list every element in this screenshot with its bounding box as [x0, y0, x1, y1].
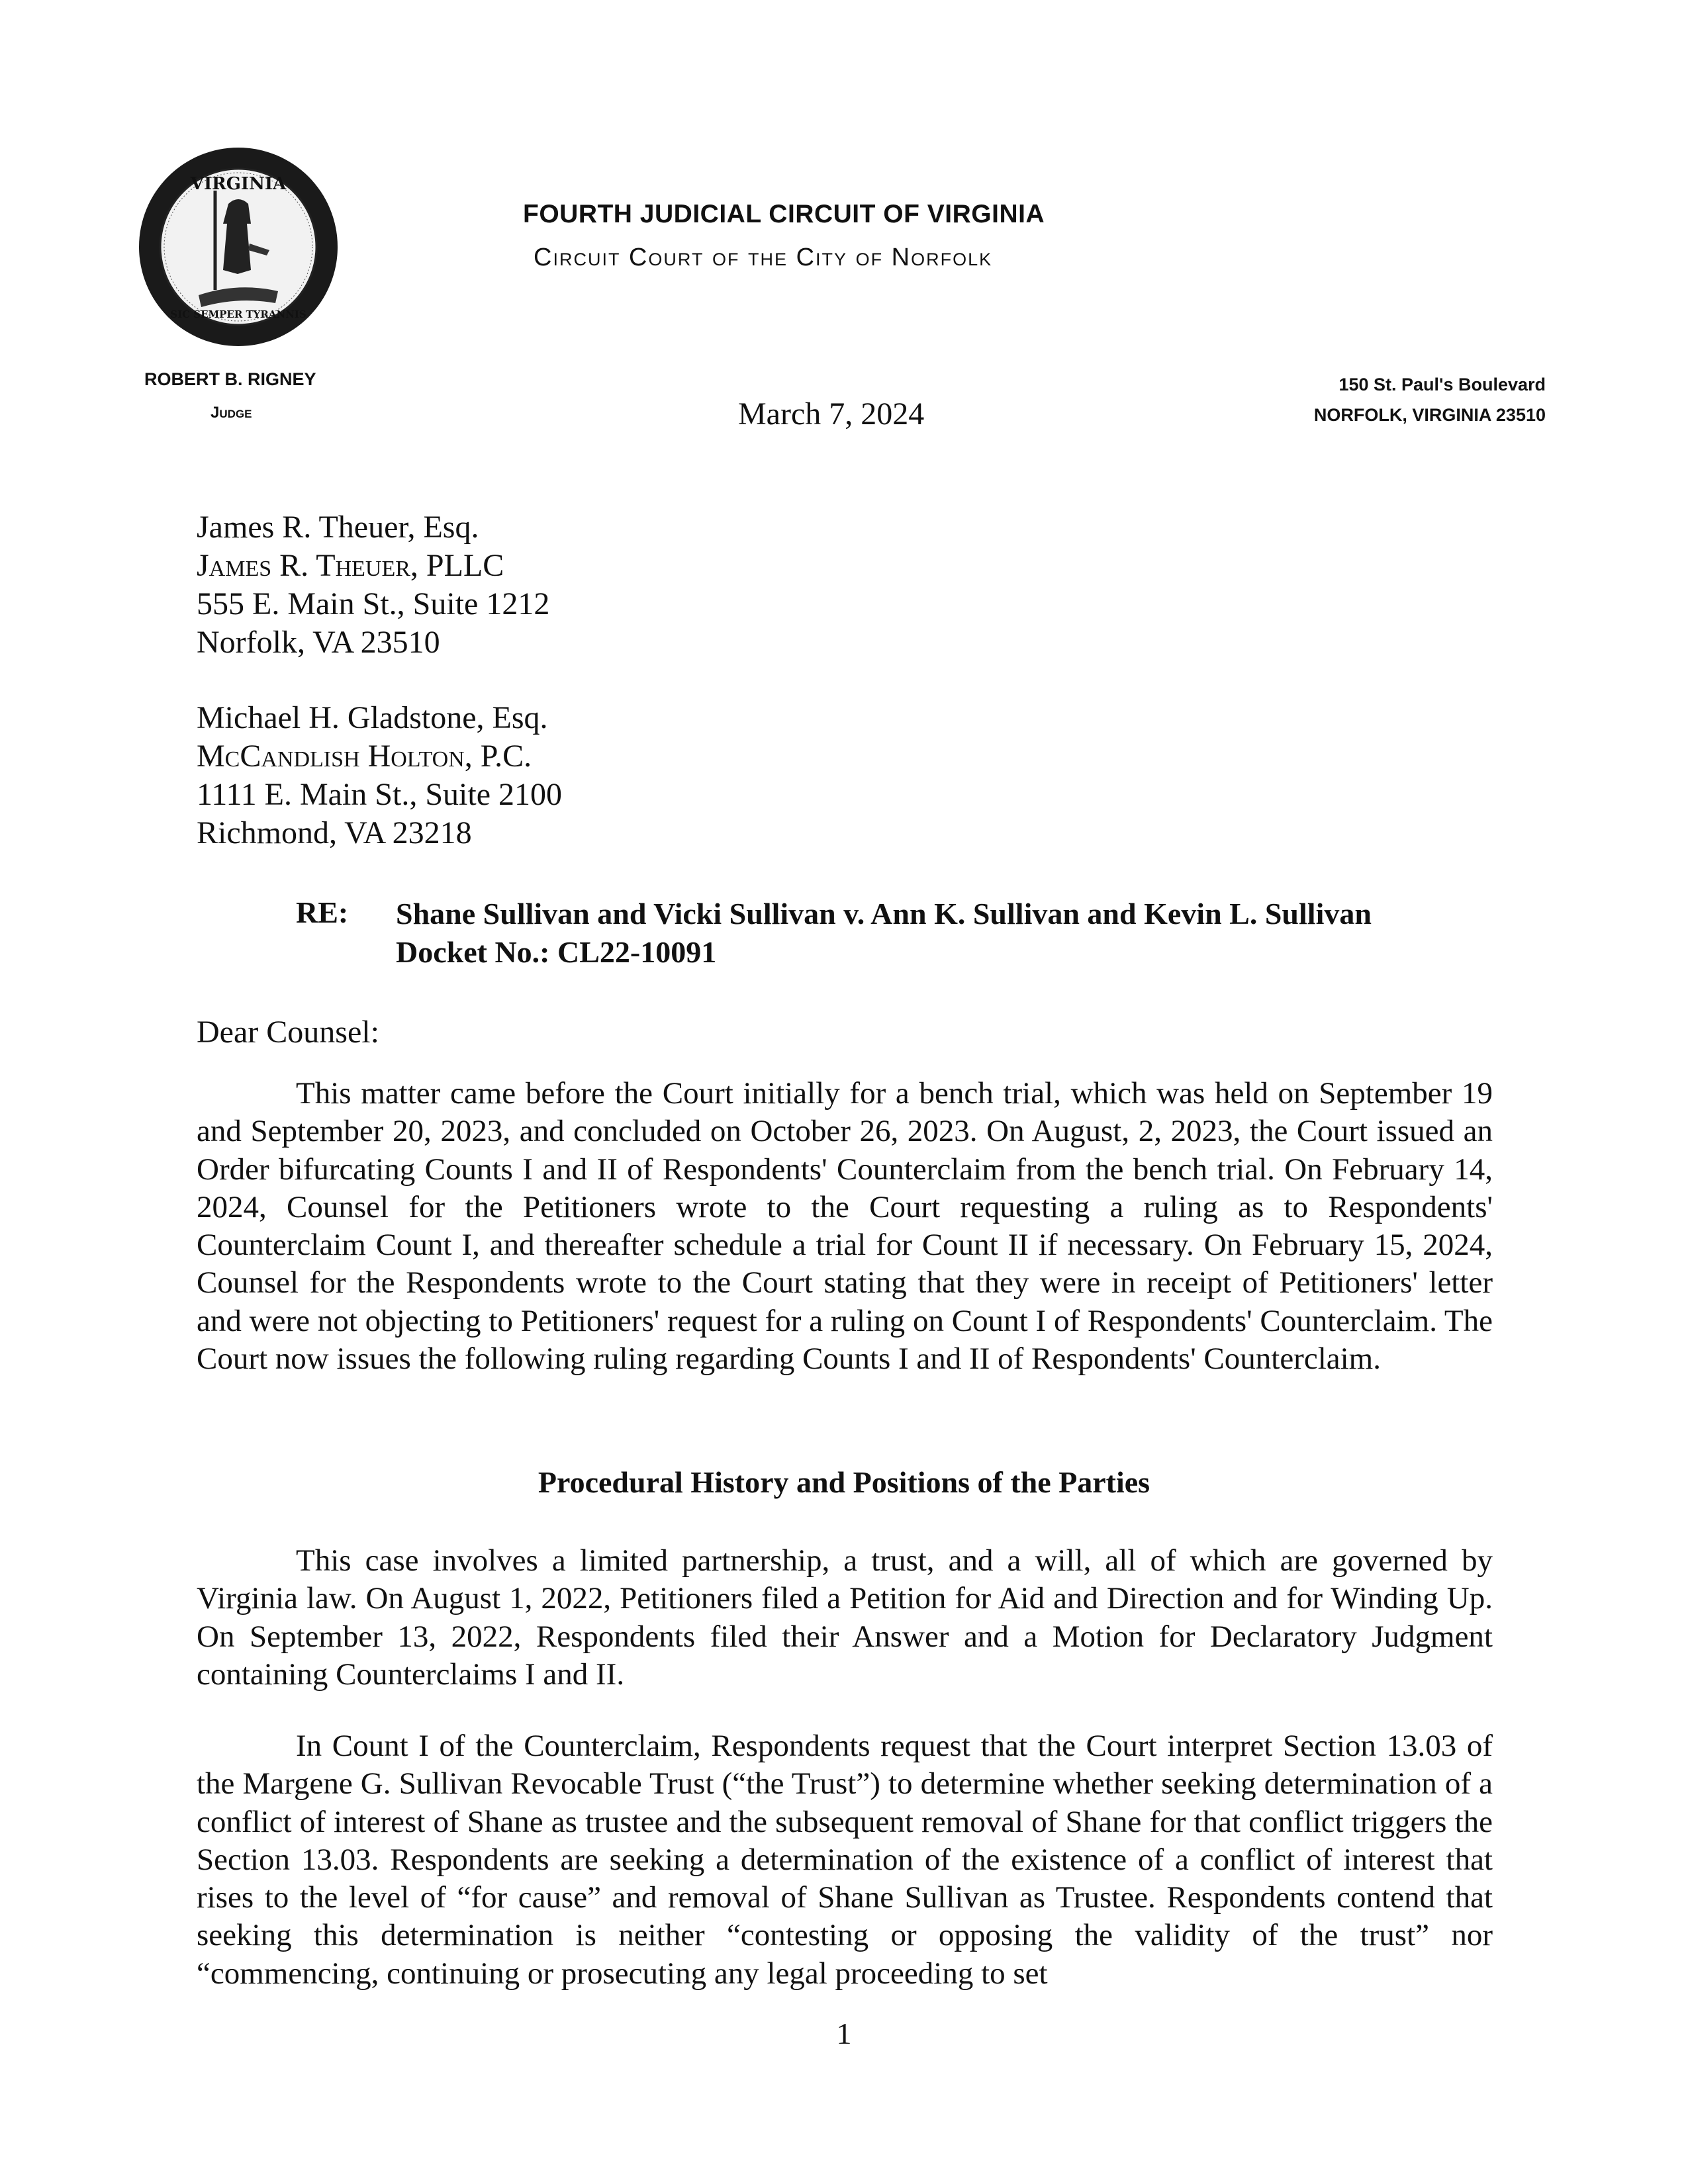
paragraph-intro: This matter came before the Court initially for a bench trial, which was held on September 19 and September 20, 2023, and concluded on October 26, 2023. On August, 2, 2023, the Court issued an Order bifurcating Counts I and II of Respondents' Counterclaim from the bench trial. On February 14, 2024, Counsel for the Petitioners wrote to the Court requesting a ruling as to Respondents' Counterclaim Count I, and thereafter schedule a trial for Count II if necessary. On February 15, 2024, Counsel for the Respondents wrote to the Court stating that they were in receipt of Petitioners' letter and were not objecting to Petitioners' request for a ruling on Count I of Respondents' Counterclaim. The Court now issues the following ruling regarding Counts I and II of Respondents' Counterclaim.: [197, 1076, 1493, 1377]
body-paragraph: [197, 1727, 1493, 1993]
addressee-name: Michael H. Gladstone, Esq.: [197, 700, 548, 735]
addressee-name: James R. Theuer, Esq.: [197, 510, 479, 545]
re-docket-number: Docket No.: CL22-10091: [396, 935, 717, 969]
seal-bottom-text: SIC SEMPER TYRANNIS: [170, 308, 306, 320]
addressee-block: [197, 699, 562, 852]
addressee-city: Richmond, VA 23218: [197, 815, 472, 850]
virginia-seal-icon: [136, 144, 341, 349]
court-address-city: NORFOLK, VIRGINIA 23510: [1313, 405, 1546, 425]
addressee-block: [197, 508, 549, 662]
salutation: Dear Counsel:: [197, 1015, 379, 1050]
re-subject: [396, 895, 1372, 972]
addressee-city: Norfolk, VA 23510: [197, 625, 440, 660]
re-case-caption: Shane Sullivan and Vicki Sullivan v. Ann K. Sullivan and Kevin L. Sullivan: [396, 897, 1372, 931]
re-label: RE:: [296, 895, 349, 929]
addressee-street: 555 E. Main St., Suite 1212: [197, 586, 550, 621]
court-subtitle: Circuit Court of the City of Norfolk: [534, 244, 993, 271]
body-paragraph: [197, 1542, 1493, 1694]
addressee-firm: McCandlish Holton, P.C.: [197, 739, 532, 774]
addressee-firm: James R. Theuer, PLLC: [197, 548, 504, 583]
page-number: 1: [836, 2017, 852, 2050]
court-address-street: 150 St. Paul's Boulevard: [1338, 375, 1546, 394]
paragraph-count-one: In Count I of the Counterclaim, Respondents request that the Court interpret Section 13.03 of the Margene G. Sullivan Revocable Trust (“the Trust”) to determine whether seeking determination of a conflict of interest of Shane as trustee and the subsequent removal of Shane for that conflict triggers the Section 13.03. Respondents are seeking a determination of the existence of a conflict of interest that rises to the level of “for cause” and removal of Shane Sullivan as Trustee. Respondents contend that seeking this determination is neither “contesting or opposing the validity of the trust” nor “commencing, continuing or prosecuting any legal proceeding to set: [197, 1729, 1493, 1991]
judge-title: Judge: [211, 404, 252, 422]
paragraph-history: This case involves a limited partnership, a trust, and a will, all of which are governed by Virginia law. On August 1, 2022, Petitioners filed a Petition for Aid and Direction and for Winding Up. On September 13, 2022, Respondents filed their Answer and a Motion for Declaratory Judgment containing Counterclaims I and II.: [197, 1543, 1493, 1692]
judge-name: ROBERT B. RIGNEY: [144, 369, 316, 389]
section-heading: Procedural History and Positions of the Parties: [538, 1465, 1150, 1499]
court-name: FOURTH JUDICIAL CIRCUIT OF VIRGINIA: [523, 200, 1045, 228]
seal-top-text: VIRGINIA: [190, 174, 287, 194]
letter-date: March 7, 2024: [738, 396, 925, 432]
body-paragraph: [197, 1075, 1493, 1378]
addressee-street: 1111 E. Main St., Suite 2100: [197, 777, 562, 812]
